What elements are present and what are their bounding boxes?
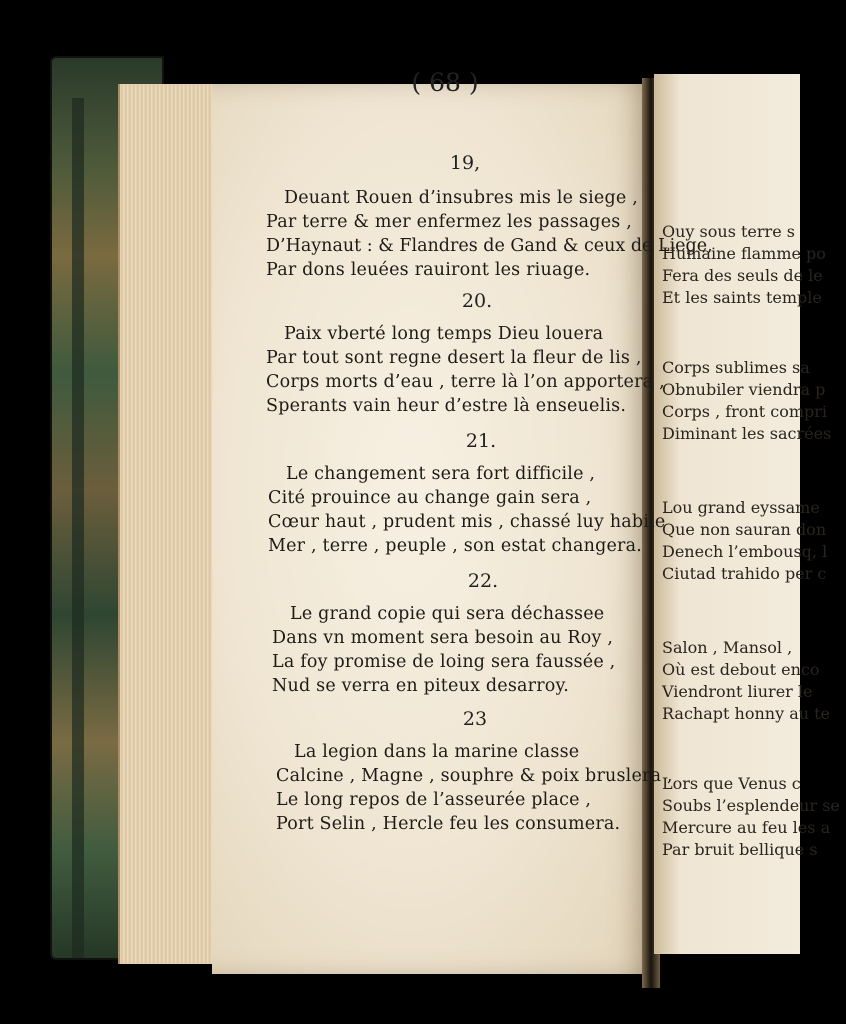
stanza-number: 19, <box>449 152 481 174</box>
verse-line: Calcine , Magne , souphre & poix bruslera , <box>276 766 673 786</box>
verse-line: D’Haynaut : & Flandres de Gand & ceux de Liege, <box>266 236 713 256</box>
right-page-line: Par bruit bellique s <box>662 840 818 859</box>
right-page-line: Fera des seuls de le <box>662 266 823 285</box>
verse-line: Le grand copie qui sera déchassee <box>290 604 605 624</box>
page-number: ( 68 ) <box>411 68 479 97</box>
right-page-line: Obnubiler viendra p <box>662 380 826 399</box>
right-page-line: Et les saints temple <box>662 288 822 307</box>
verse-line: Corps morts d’eau , terre là l’on apportera , <box>266 372 665 392</box>
verse-line: Paix vberté long temps Dieu louera <box>284 324 604 344</box>
verse-line: Nud se verra en piteux desarroy. <box>272 676 570 696</box>
right-page-line: Lors que Venus c <box>662 774 801 793</box>
verse-line: Par dons leuées rauiront les riuage. <box>266 260 591 280</box>
right-page-line: Ouy sous terre s <box>662 222 795 241</box>
stanza-number: 21. <box>465 430 497 452</box>
right-page-line: Mercure au feu les a <box>662 818 831 837</box>
stanza-number: 20. <box>461 290 493 312</box>
verse-line: Deuant Rouen d’insubres mis le siege , <box>284 188 638 208</box>
right-page-line: Diminant les sacrées <box>662 424 832 443</box>
verse-line: La foy promise de loing sera faussée , <box>272 652 616 672</box>
verse-line: Par terre & mer enfermez les passages , <box>266 212 632 232</box>
right-page-line: Que non sauran don <box>662 520 827 539</box>
stanza-number: 23 <box>462 708 488 730</box>
verse-line: La legion dans la marine classe <box>294 742 580 762</box>
right-page-line: Corps , front compri <box>662 402 828 421</box>
stanza-number: 22. <box>467 570 499 592</box>
right-page-line: Salon , Mansol , <box>662 638 793 657</box>
right-page-line: Rachapt honny au te <box>662 704 831 723</box>
verse-line: Sperants vain heur d’estre là enseuelis. <box>266 396 627 416</box>
right-page-line: Corps sublimes sa <box>662 358 810 377</box>
verse-line: Cité prouince au change gain sera , <box>268 488 592 508</box>
verse-line: Mer , terre , peuple , son estat changera. <box>268 536 643 556</box>
right-page <box>654 74 840 954</box>
right-page-line: Lou grand eyssame <box>662 498 820 517</box>
verse-line: Port Selin , Hercle feu les consumera. <box>276 814 621 834</box>
right-page-line: Où est debout enco <box>662 660 820 679</box>
right-page-line: Ciutad trahido per c <box>662 564 827 583</box>
verse-line: Cœur haut , prudent mis , chassé luy habile <box>268 512 666 532</box>
right-page-line: Soubs l’esplendeur se <box>662 796 840 815</box>
right-page-line: Denech l’embousq, l <box>662 542 828 561</box>
right-page-line: Viendront liurer le <box>662 682 813 701</box>
verse-line: Par tout sont regne desert la fleur de lis , <box>266 348 642 368</box>
verse-line: Le long repos de l’asseurée place , <box>276 790 592 810</box>
cover-spine-edge <box>72 98 84 958</box>
verse-line: Dans vn moment sera besoin au Roy , <box>272 628 614 648</box>
right-page-line: Humaine flamme po <box>662 244 826 263</box>
verse-line: Le changement sera fort difficile , <box>286 464 596 484</box>
